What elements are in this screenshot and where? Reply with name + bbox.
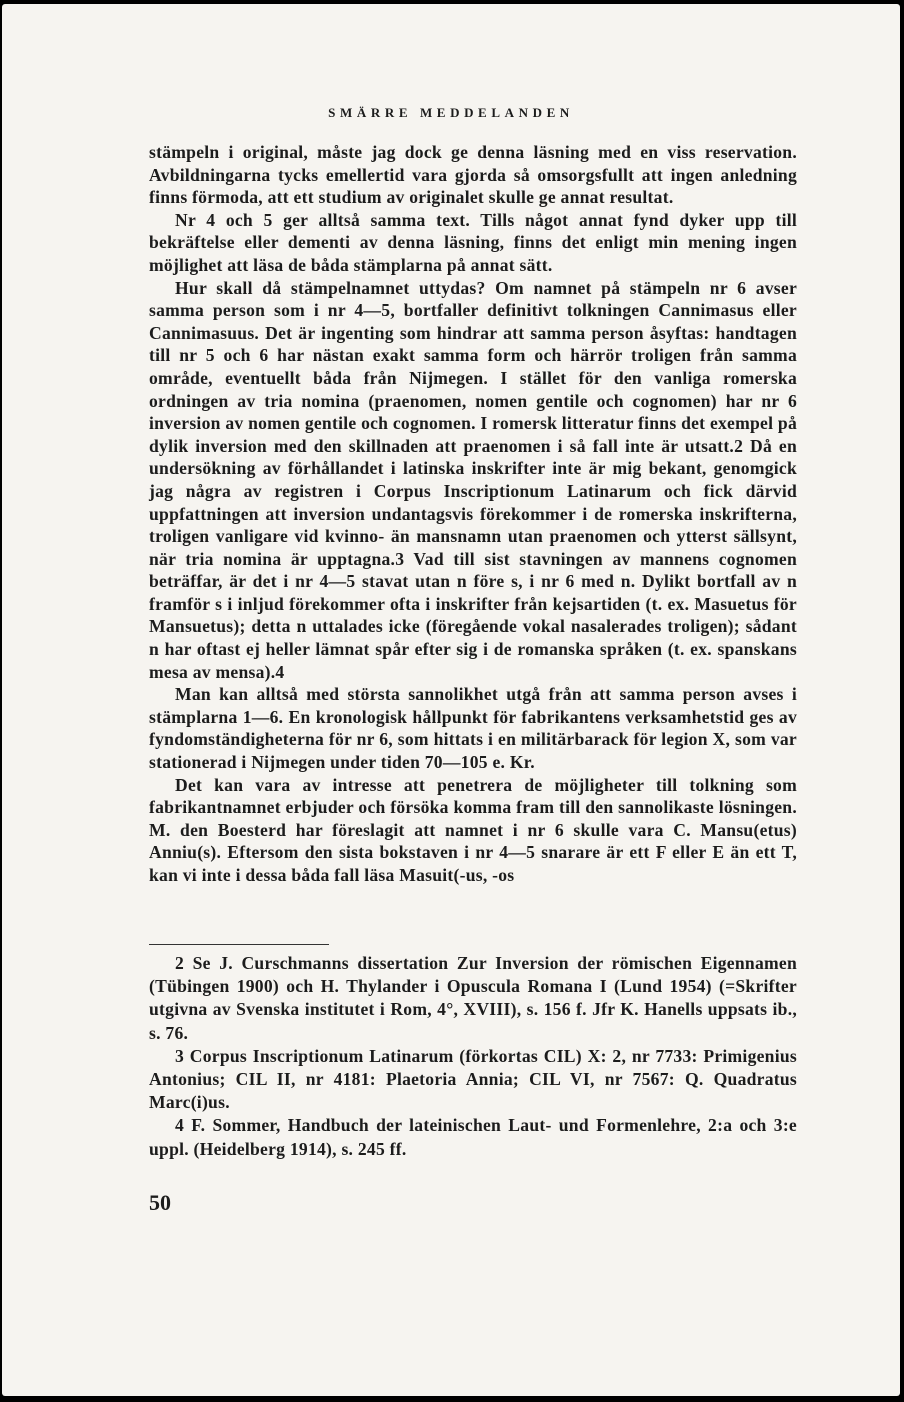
footnote: 4 F. Sommer, Handbuch der lateinischen Laut- und Formenlehre, 2:a och 3:e uppl. (Heidelberg 1914), s. 245 ff. xyxy=(149,1115,797,1159)
paragraph: Man kan alltså med största sannolikhet utgå från att samma person avses i stämplarna 1—6. En kronologisk hållpunkt för fabrikantens verksamhetstid ges av fyndomständigheterna för nr 6, som hittats i en militärbarack för legion X, som var stationerad i Nijmegen under tiden 70—105 e. Kr. xyxy=(149,684,797,773)
footnote: 3 Corpus Inscriptionum Latinarum (förkortas CIL) X: 2, nr 7733: Primigenius Antonius; CIL II, nr 4181: Plaetoria Annia; CIL VI, nr 7567: Q. Quadratus Marc(i)us. xyxy=(149,1045,797,1113)
page-number: 50 xyxy=(149,1190,171,1215)
paragraph: stämpeln i original, måste jag dock ge denna läsning med en viss reservation. Avbildningarna tycks emellertid vara gjorda så omsorgsfullt att ingen anledning finns förmoda, att ett studium av originalet skulle ge annat resultat. xyxy=(149,142,797,208)
paragraph: Nr 4 och 5 ger alltså samma text. Tills något annat fynd dyker upp till bekräftelse eller dementi av denna läsning, finns det enligt min mening ingen möjlighet att läsa de båda stämplarna på annat sätt. xyxy=(149,209,797,275)
footnote-rule xyxy=(149,944,329,945)
footnote: 2 Se J. Curschmanns dissertation Zur Inversion der römischen Eigennamen (Tübingen 1900) och H. Thylander i Opuscula Romana I (Lund 1954) (=Skrifter utgivna av Svenska institutet i Rom, 4°, XVIII), s. 156 f. Jfr K. Hanells uppsats ib., s. 76. xyxy=(149,953,797,1043)
footnotes xyxy=(149,952,797,1161)
running-head: SMÄRRE MEDDELANDEN xyxy=(328,105,574,120)
paragraph: Hur skall då stämpelnamnet uttydas? Om namnet på stämpeln nr 6 avser samma person som i nr 4—5, bortfaller definitivt tolkningen Cannimasus eller Cannimasuus. Det är ingenting som hindrar att samma person åsyftas: handtagen till nr 5 och 6 har nästan exakt samma form och härrör troligen från samma område, eventuellt båda från Nijmegen. I stället för den vanliga romerska ordningen av tria nomina (praenomen, nomen gentile och cognomen) har nr 6 inversion av nomen gentile och cognomen. I romersk litteratur finns det exempel på dylik inversion med den skillnaden att praenomen i så fall inte är utsatt.2 Då en undersökning av förhållandet i latinska inskrifter inte är mig bekant, genomgick jag några av registren i Corpus Inscriptionum Latinarum och fick därvid uppfattningen att inversion undantagsvis förekommer i de romerska inskrifterna, troligen vanligare vid kvinno- än mansnamn utan praenomen och ytterst sällsynt, när tria nomina är upptagna.3 Vad till sist stavningen av mannens cognomen beträffar, är det i nr 4—5 stavat utan n före s, i nr 6 med n. Dylikt bortfall av n framför s i inljud förekommer ofta i inskrifter från kejsartiden (t. ex. Masuetus för Mansuetus); detta n uttalades icke (föregående vokal nasalerades troligen); sådant n har oftast ej heller lämnat spår efter sig i de romanska språken (t. ex. spanskans mesa av mensa).4 xyxy=(149,277,797,682)
main-text xyxy=(149,141,797,887)
book-page xyxy=(2,4,900,1396)
paragraph: Det kan vara av intresse att penetrera de möjligheter till tolkning som fabrikantnamnet erbjuder och försöka komma fram till den sannolikaste lösningen. M. den Boesterd har föreslagit att namnet i nr 6 skulle vara C. Mansu(etus) Anniu(s). Eftersom den sista bokstaven i nr 4—5 snarare är ett F eller E än ett T, kan vi inte i dessa båda fall läsa Masuit(-us, -os xyxy=(149,774,797,885)
